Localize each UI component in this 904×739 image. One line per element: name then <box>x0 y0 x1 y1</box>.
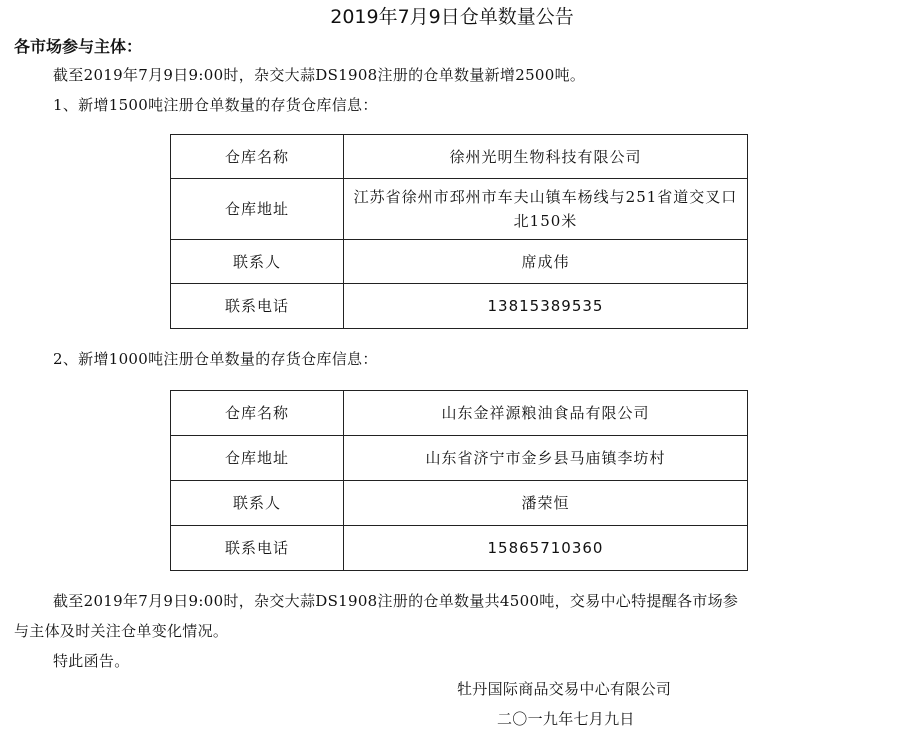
table-row <box>171 240 748 284</box>
contact-person-label: 联系人 <box>171 481 344 526</box>
warehouse-address-value: 山东省济宁市金乡县马庙镇李坊村 <box>344 436 748 481</box>
warehouse-name-value: 徐州光明生物科技有限公司 <box>344 135 748 179</box>
contact-phone-value: 15865710360 <box>344 526 748 571</box>
warehouse-address-label: 仓库地址 <box>171 179 344 240</box>
table-row <box>171 284 748 329</box>
signature-date: 二〇一九年七月九日 <box>497 710 635 728</box>
salutation: 各市场参与主体： <box>14 37 143 56</box>
table-row <box>171 436 748 481</box>
table-row <box>171 391 748 436</box>
intro-paragraph: 截至2019年7月9日9:00时，杂交大蒜DS1908注册的仓单数量新增2500吨。 <box>53 66 586 84</box>
section1-heading: 1、新增1500吨注册仓单数量的存货仓库信息： <box>53 96 378 114</box>
contact-person-value: 席成伟 <box>344 240 748 284</box>
warehouse-name-label: 仓库名称 <box>171 135 344 179</box>
table-row <box>171 135 748 179</box>
warehouse-name-label: 仓库名称 <box>171 391 344 436</box>
table-row <box>171 481 748 526</box>
table-row <box>171 526 748 571</box>
warehouse-address-value: 江苏省徐州市邳州市车夫山镇车杨线与251省道交叉口北150米 <box>344 179 748 240</box>
contact-phone-label: 联系电话 <box>171 526 344 571</box>
summary-paragraph-line2: 与主体及时关注仓单变化情况。 <box>14 622 229 640</box>
signature-organization: 牡丹国际商品交易中心有限公司 <box>457 680 672 698</box>
contact-phone-value: 13815389535 <box>344 284 748 329</box>
warehouse-address-label: 仓库地址 <box>171 436 344 481</box>
contact-person-value: 潘荣恒 <box>344 481 748 526</box>
warehouse-table-1 <box>170 134 748 329</box>
contact-phone-label: 联系电话 <box>171 284 344 329</box>
warehouse-table-2 <box>170 390 748 571</box>
section2-heading: 2、新增1000吨注册仓单数量的存货仓库信息： <box>53 350 378 368</box>
contact-person-label: 联系人 <box>171 240 344 284</box>
table-row <box>171 179 748 240</box>
warehouse-name-value: 山东金祥源粮油食品有限公司 <box>344 391 748 436</box>
closing-text: 特此函告。 <box>53 652 130 670</box>
page-title: 2019年7月9日仓单数量公告 <box>330 6 574 28</box>
summary-paragraph-line1: 截至2019年7月9日9:00时，杂交大蒜DS1908注册的仓单数量共4500吨，交易中心特提醒各市场参 <box>53 592 739 610</box>
